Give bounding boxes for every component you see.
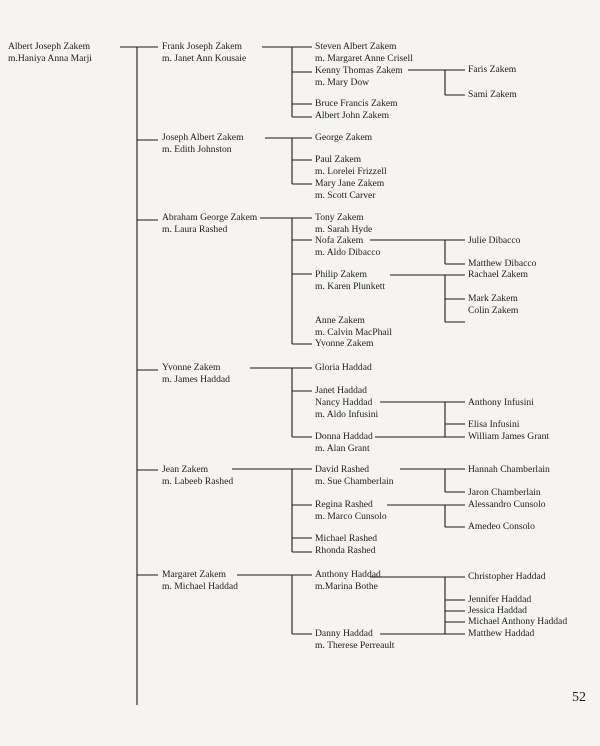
grandchild-philip — [315, 269, 385, 293]
person-name: Anne Zakem — [315, 315, 365, 326]
spouse-name: m.Marina Bothe — [315, 581, 378, 592]
person-name: Abraham George Zakem — [162, 212, 258, 223]
person-name: Mary Jane Zakem — [315, 178, 385, 189]
great-grandchild-christopher — [468, 571, 546, 583]
person-name: Bruce Francis Zakem — [315, 98, 398, 109]
spouse-name: m. Therese Perreault — [315, 640, 395, 651]
great-grandchild-mark — [468, 293, 518, 305]
great-grandchild-colin — [468, 305, 518, 317]
great-grandchild-julie — [468, 235, 520, 247]
person-name: Julie Dibacco — [468, 235, 521, 246]
grandchild-albert-john — [315, 110, 389, 122]
person-name: Hannah Chamberlain — [468, 464, 550, 475]
person-name: Nofa Zakem — [315, 235, 364, 246]
spouse-name: m. Karen Plunkett — [315, 281, 386, 292]
spouse-name: m. Sarah Hyde — [315, 224, 373, 235]
spouse-name: m. James Haddad — [162, 374, 230, 385]
person-name: Albert Joseph Zakem — [8, 41, 91, 52]
person-name: Nancy Haddad — [315, 397, 373, 408]
spouse-name: m. Aldo Infusini — [315, 409, 379, 420]
great-grandchild-anthony-infusini — [468, 397, 534, 409]
person-name: Steven Albert Zakem — [315, 41, 397, 52]
child-joseph — [162, 132, 244, 156]
person-name: Tony Zakem — [315, 212, 364, 223]
person-name: Michael Anthony Haddad — [468, 616, 568, 627]
person-name: Janet Haddad — [315, 385, 367, 396]
child-margaret — [162, 569, 238, 593]
grandchild-nofa — [315, 235, 380, 259]
child-abraham — [162, 212, 257, 236]
person-name: Danny Haddad — [315, 628, 373, 639]
great-grandchild-jaron — [468, 487, 541, 499]
person-name: Jean Zakem — [162, 464, 209, 475]
person-name: Amedeo Consolo — [468, 521, 535, 532]
person-name: Michael Rashed — [315, 533, 378, 544]
great-grandchild-matthew-haddad — [468, 628, 534, 640]
spouse-name: m. Marco Cunsolo — [315, 511, 387, 522]
spouse-name: m. Labeeb Rashed — [162, 476, 234, 487]
grandchild-janet — [315, 385, 367, 397]
person-name: Mark Zakem — [468, 293, 518, 304]
grandchild-bruce — [315, 98, 398, 110]
person-name: David Rashed — [315, 464, 370, 475]
spouse-name: m.Haniya Anna Marji — [8, 53, 92, 64]
person-name: Yvonne Zakem — [315, 338, 374, 349]
person-name: Jessica Haddad — [468, 605, 527, 616]
person-name: George Zakem — [315, 132, 373, 143]
great-grandchild-michael-anthony — [468, 616, 567, 628]
great-grandchild-sami — [468, 89, 517, 101]
person-name: William James Grant — [468, 431, 550, 442]
grandchild-steven — [315, 41, 413, 65]
child-jean — [162, 464, 233, 488]
spouse-name: m. Alan Grant — [315, 443, 370, 454]
person-name: Yvonne Zakem — [162, 362, 221, 373]
grandchild-anne — [315, 315, 392, 339]
person-name: Jaron Chamberlain — [468, 487, 541, 498]
person-name: Matthew Dibacco — [468, 258, 537, 269]
grandchild-yvonne — [315, 338, 373, 350]
grandchild-kenny — [315, 65, 403, 89]
spouse-name: m. Lorelei Frizzell — [315, 166, 387, 177]
child-yvonne — [162, 362, 230, 386]
person-name: Alessandro Cunsolo — [468, 499, 546, 510]
great-grandchild-elisa — [468, 419, 519, 431]
grandchild-rhonda — [315, 545, 376, 557]
great-grandchild-william — [468, 431, 549, 443]
person-name: Kenny Thomas Zakem — [315, 65, 403, 76]
grandchild-gloria — [315, 362, 372, 374]
spouse-name: m. Sue Chamberlain — [315, 476, 394, 487]
page-number: 52 — [572, 690, 586, 705]
grandchild-regina — [315, 499, 387, 523]
person-name: Frank Joseph Zakem — [162, 41, 242, 52]
person-name: Colin Zakem — [468, 305, 519, 316]
person-name: Regina Rashed — [315, 499, 373, 510]
person-name: Elisa Infusini — [468, 419, 520, 430]
person-name: Sami Zakem — [468, 89, 517, 100]
person-name: Anthony Haddad — [315, 569, 381, 580]
spouse-name: m. Mary Dow — [315, 77, 370, 88]
grandchild-danny — [315, 628, 394, 652]
spouse-name: m. Margaret Anne Crisell — [315, 53, 413, 64]
spouse-name: m. Calvin MacPhail — [315, 327, 393, 338]
spouse-name: m. Laura Rashed — [162, 224, 228, 235]
great-grandchild-hannah — [468, 464, 550, 476]
person-name: Anthony Infusini — [468, 397, 534, 408]
person-name: Margaret Zakem — [162, 569, 227, 580]
person-name: Rhonda Rashed — [315, 545, 376, 556]
person-name: Jennifer Haddad — [468, 594, 532, 605]
grandchild-nancy — [315, 397, 378, 421]
root-person — [8, 41, 92, 65]
spouse-name: m. Michael Haddad — [162, 581, 238, 592]
person-name: Rachael Zakem — [468, 269, 528, 280]
great-grandchild-amedeo — [468, 521, 535, 533]
person-name: Matthew Haddad — [468, 628, 535, 639]
person-name: Donna Haddad — [315, 431, 373, 442]
grandchild-michael — [315, 533, 377, 545]
person-name: Faris Zakem — [468, 64, 517, 75]
grandchild-paul — [315, 154, 387, 178]
person-name: Albert John Zakem — [315, 110, 390, 121]
person-name: Gloria Haddad — [315, 362, 372, 373]
spouse-name: m. Aldo Dibacco — [315, 247, 381, 258]
grandchild-mary-jane — [315, 178, 384, 202]
grandchild-george — [315, 132, 372, 144]
spouse-name: m. Janet Ann Kousaie — [162, 53, 247, 64]
great-grandchild-rachael — [468, 269, 528, 281]
grandchild-anthony — [315, 569, 381, 593]
great-grandchild-alessandro — [468, 499, 546, 511]
spouse-name: m. Scott Carver — [315, 190, 376, 201]
person-name: Joseph Albert Zakem — [162, 132, 244, 143]
grandchild-tony — [315, 212, 372, 236]
person-name: Philip Zakem — [315, 269, 367, 280]
spouse-name: m. Edith Johnston — [162, 144, 232, 155]
great-grandchild-faris — [468, 64, 516, 76]
grandchild-david — [315, 464, 394, 488]
person-name: Paul Zakem — [315, 154, 362, 165]
grandchild-donna — [315, 431, 373, 455]
child-frank — [162, 41, 246, 65]
person-name: Christopher Haddad — [468, 571, 546, 582]
